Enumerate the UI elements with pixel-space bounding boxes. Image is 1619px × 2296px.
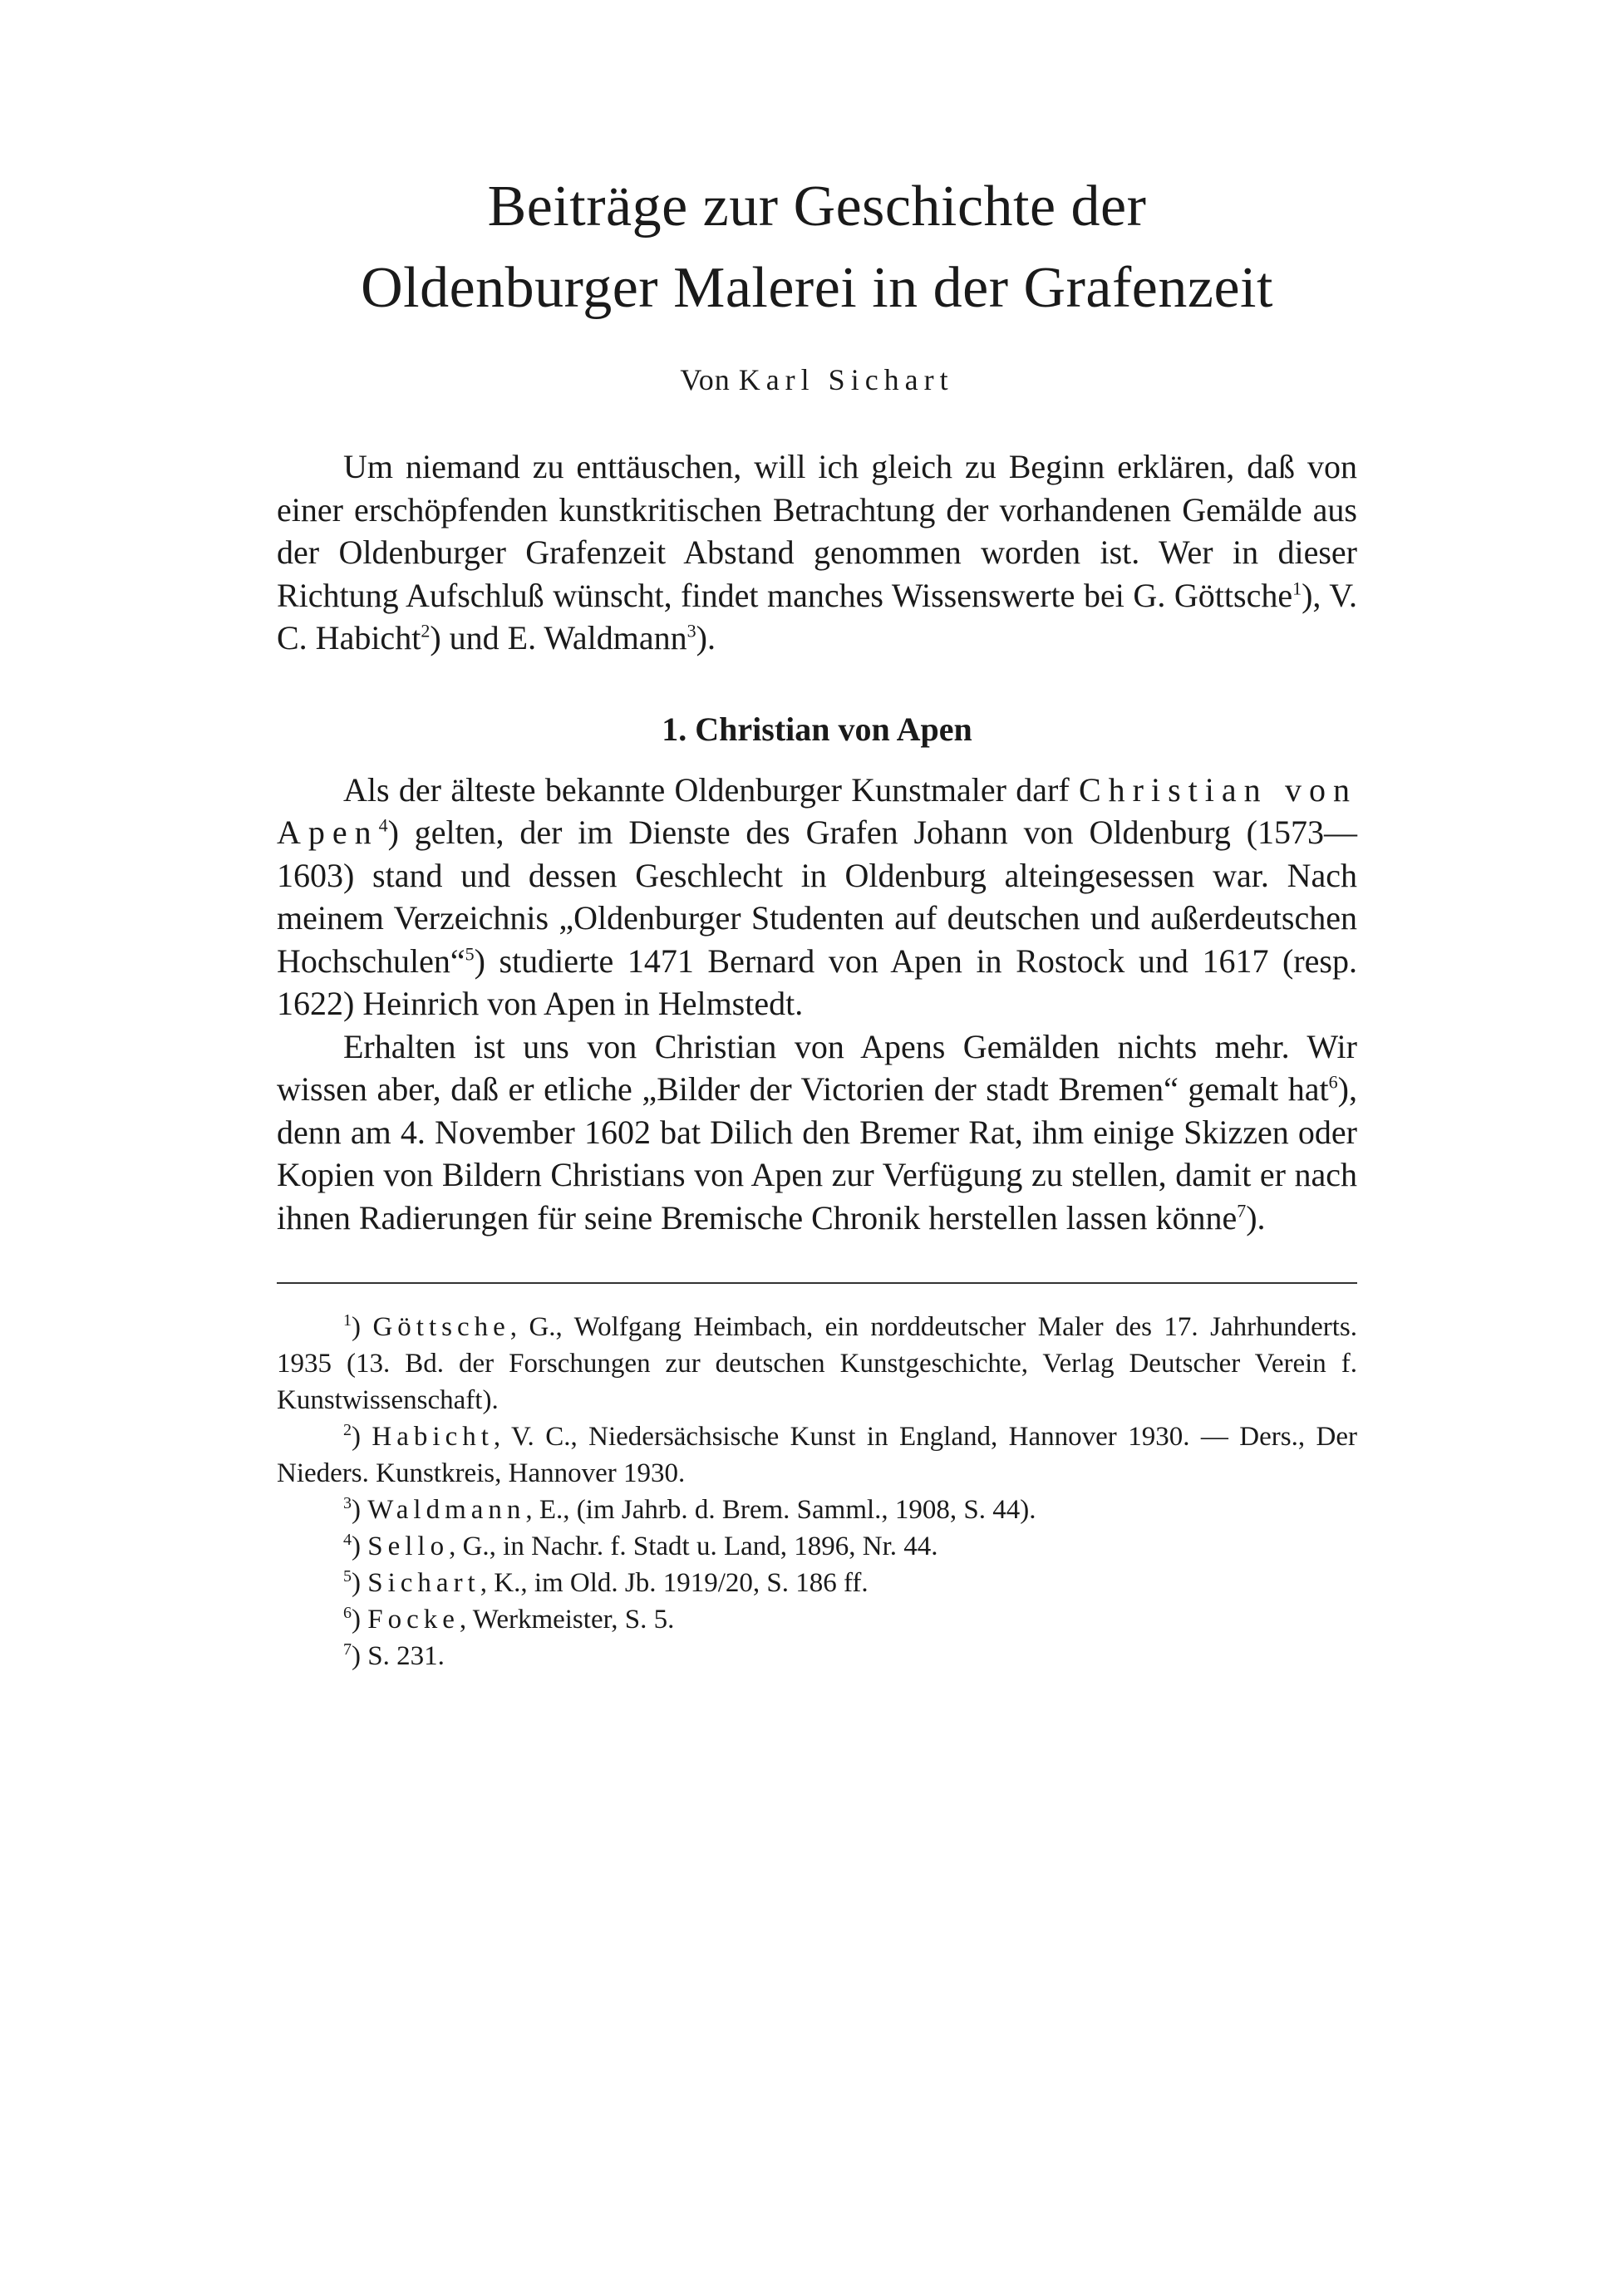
intro-text-b: ), V. C. Habicht	[277, 576, 1358, 656]
p1-text-a: Als der älteste bekannte Oldenburger Kunstmaler darf	[343, 770, 1070, 809]
footnote-ref-5[interactable]: 5	[465, 943, 475, 965]
intro-text-c: ) und E. Waldmann	[430, 619, 687, 656]
footnote-ref-6[interactable]: 6	[1328, 1071, 1338, 1093]
body-paragraph-2	[277, 1025, 1357, 1240]
footnote-4: $^4$) Sello, G., in Nachr. f. Stadt u. Land, 1896, Nr. 44.	[343, 1531, 938, 1561]
person-name-emphasis: Christian von Apen	[277, 770, 1357, 851]
p1-text-c: ) studierte 1471 Bernard von Apen in Rostock und 1617 (resp. 1622) Heinrich von Apen in Helmstedt.	[277, 942, 1357, 1022]
footnote-ref-1[interactable]: 1	[1292, 578, 1302, 599]
author-prefix: Von	[680, 363, 731, 396]
body-paragraph-1	[277, 769, 1357, 1025]
p2-text-a: Erhalten ist uns von Christian von Apens Gemälden nichts mehr. Wir wissen aber, daß er etliche „Bilder der Victorien der stadt Bremen“ gemalt hat	[277, 1027, 1357, 1108]
footnote-2: $^2$) Habicht, V. C., Niedersächsische Kunst in England, Hannover 1930. — Ders., Der Nieders. Kunstkreis, Hannover 1930.	[277, 1421, 1357, 1488]
section-heading: 1. Christian von Apen	[662, 710, 972, 748]
title-line-2: Oldenburger Malerei in der Grafenzeit	[361, 256, 1273, 320]
footnote-3: $^3$) Waldmann, E., (im Jahrb. d. Brem. Samml., 1908, S. 44).	[343, 1494, 1036, 1525]
author-line	[277, 362, 1357, 397]
footnote-6: $^6$) Focke, Werkmeister, S. 5.	[343, 1604, 675, 1635]
intro-text-d: ).	[696, 619, 716, 656]
footnote-1: $^1$) Göttsche, G., Wolfgang Heimbach, ein norddeutscher Maler des 17. Jahrhunderts. 1935 (13. Bd. der Forschungen zur deutschen Kunstgeschichte, Verlag Deutscher Verein f. Kunstwissenschaft).	[277, 1311, 1357, 1415]
intro-text-a: Um niemand zu enttäuschen, will ich gleich zu Beginn erklären, daß von einer erschöpfenden kunstkritischen Betrachtung der vorhandenen Gemälde aus der Oldenburger Grafenzeit Abstand genommen worden ist. Wer in dieser Richtung Aufschluß wünscht, findet manches Wissenswerte bei G. Göttsche	[277, 448, 1357, 614]
intro-paragraph	[277, 445, 1357, 660]
p2-text-b: ), denn am 4. November 1602 bat Dilich den Bremer Rat, ihm einige Skizzen oder Kopien von Bildern Christians von Apen zur Verfügung zu stellen, damit er nach ihnen Radierungen für seine Bremische Chronik herstellen lassen könne	[277, 1070, 1357, 1236]
footnote-ref-2[interactable]: 2	[421, 620, 431, 642]
p2-text-c: ).	[1246, 1198, 1266, 1236]
p1-text-b: ) gelten, der im Dienste des Grafen Johann von Oldenburg (1573—1603) stand und dessen Geschlecht in Oldenburg alteingesessen war. Nach meinem Verzeichnis „Oldenburger Studenten auf deutschen und außerdeutschen Hochschulen“	[277, 814, 1357, 980]
author-name: Karl Sichart	[738, 363, 954, 396]
footnote-ref-3[interactable]: 3	[686, 620, 696, 642]
article-title	[277, 166, 1357, 329]
footnote-7: $^7$) S. 231.	[343, 1640, 445, 1671]
footnote-5: $^5$) Sichart, K., im Old. Jb. 1919/20, S. 186 ff.	[343, 1567, 869, 1598]
footnote-divider	[277, 1282, 1357, 1284]
footnote-ref-4[interactable]: 4	[378, 814, 388, 836]
title-line-1: Beiträge zur Geschichte der	[487, 175, 1147, 238]
footnotes	[277, 1309, 1357, 1674]
footnote-ref-7[interactable]: 7	[1237, 1200, 1247, 1222]
document-page	[277, 166, 1357, 1674]
